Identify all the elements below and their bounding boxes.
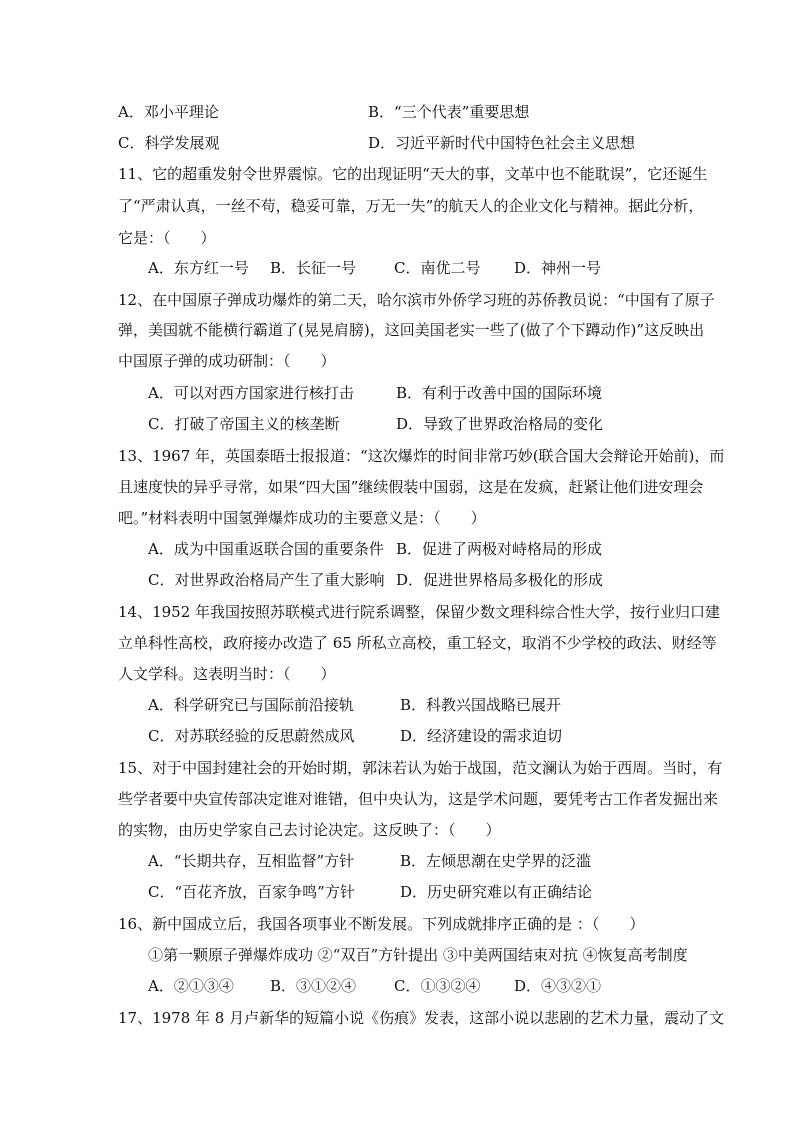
- q14-option-d: D．经济建设的需求迫切: [400, 727, 563, 745]
- q10-option-a: A．邓小平理论: [118, 103, 219, 121]
- q15-option-d: D．历史研究难以有正确结论: [400, 883, 593, 901]
- q17-stem-line-1: 17、1978 年 8 月卢新华的短篇小说《伤痕》发表，这部小说以悲剧的艺术力量，震动了文: [118, 1009, 725, 1027]
- q14-option-b: B．科教兴国战略已展开: [400, 696, 562, 714]
- q11-option-d: D．神州一号: [514, 259, 602, 277]
- q12-option-b: B．有利于改善中国的国际环境: [396, 384, 603, 402]
- q16-option-c: C．①③②④: [394, 977, 481, 995]
- q12-option-d: D．导致了世界政治格局的变化: [396, 415, 604, 433]
- q12-stem-line-1: 12、在中国原子弹成功爆炸的第二天，哈尔滨市外侨学习班的苏侨教员说：“中国有了原子: [118, 291, 715, 309]
- q13-option-d: D．促进世界格局多极化的形成: [396, 571, 604, 589]
- q15-stem-line-1: 15、对于中国封建社会的开始时期，郭沫若认为始于战国，范文澜认为始于西周。当时，有: [118, 759, 723, 777]
- q12-option-a: A．可以对西方国家进行核打击: [148, 384, 354, 402]
- q11-stem-line-1: 11、它的超重发射令世界震惊。它的出现证明“天大的事，文革中也不能耽误”，它还诞生: [118, 165, 708, 183]
- q16-option-a: A．②①③④: [148, 977, 234, 995]
- q14-option-c: C．对苏联经验的反思蔚然成风: [148, 727, 355, 745]
- q13-stem-line-2: 且速度快的异乎寻常，如果“四大国”继续假装中国弱，这是在发疯，赶紧让他们进安理会: [118, 478, 704, 496]
- q12-option-c: C．打破了帝国主义的核垄断: [148, 415, 340, 433]
- q10-option-b: B．“三个代表”重要思想: [368, 103, 530, 121]
- q15-option-b: B．左倾思潮在史学界的泛滥: [400, 852, 592, 870]
- q16-option-b: B．③①②④: [270, 977, 357, 995]
- q12-stem-line-2: 弹，美国就不能横行霸道了(晃晃肩膀)，这回美国老实一些了(做了个下蹲动作)”这反映出: [118, 321, 705, 339]
- q11-option-a: A．东方红一号: [148, 259, 249, 277]
- q14-stem-line-1: 14、1952 年我国按照苏联模式进行院系调整，保留少数文理科综合性大学，按行业归口建: [118, 603, 721, 621]
- q13-stem-line-3: 吧。”材料表明中国氢弹爆炸成功的主要意义是：（ ）: [118, 509, 486, 527]
- q13-option-a: A．成为中国重返联合国的重要条件: [148, 540, 384, 558]
- q15-stem-line-2: 些学者要中央宣传部决定谁对谁错，但中央认为，这是学术问题，要凭考古工作者发掘出来: [118, 790, 719, 808]
- q10-option-c: C．科学发展观: [118, 134, 220, 152]
- q13-stem-line-1: 13、1967 年，英国泰晤士报报道：“这次爆炸的时间非常巧妙(联合国大会辩论开始前)，而: [118, 447, 725, 465]
- q15-stem-line-3: 的实物，由历史学家自己去讨论决定。这反映了：（ ）: [118, 821, 501, 839]
- q15-option-c: C．“百花齐放，百家争鸣”方针: [148, 883, 355, 901]
- q16-stem-line-1: 16、新中国成立后，我国各项事业不断发展。下列成就排序正确的是 ：（ ）: [118, 915, 645, 933]
- q13-option-c: C．对世界政治格局产生了重大影响: [148, 571, 385, 589]
- q10-option-d: D．习近平新时代中国特色社会主义思想: [368, 134, 636, 152]
- q11-stem-line-3: 它是：（ ）: [118, 229, 216, 247]
- q14-option-a: A．科学研究已与国际前沿接轨: [148, 696, 354, 714]
- q12-stem-line-3: 中国原子弹的成功研制：（ ）: [118, 352, 336, 370]
- q11-stem-line-2: 了“严肃认真，一丝不苟，稳妥可靠，万无一失”的航天人的企业文化与精神。据此分析，: [118, 197, 704, 215]
- q16-option-d: D．④③②①: [514, 977, 602, 995]
- q14-stem-line-3: 人文学科。这表明当时：（ ）: [118, 665, 336, 683]
- q15-option-a: A．“长期共存，互相监督”方针: [148, 852, 355, 870]
- q16-stem-line-2: ①第一颗原子弹爆炸成功 ②“双百”方针提出 ③中美两国结束对抗 ④恢复高考制度: [148, 946, 688, 964]
- q11-option-c: C．南优二号: [394, 259, 481, 277]
- q14-stem-line-2: 立单科性高校，政府接办改造了 65 所私立高校，重工轻文，取消不少学校的政法、财经等: [118, 634, 717, 652]
- q11-option-b: B．长征一号: [270, 259, 357, 277]
- q13-option-b: B．促进了两极对峙格局的形成: [396, 540, 603, 558]
